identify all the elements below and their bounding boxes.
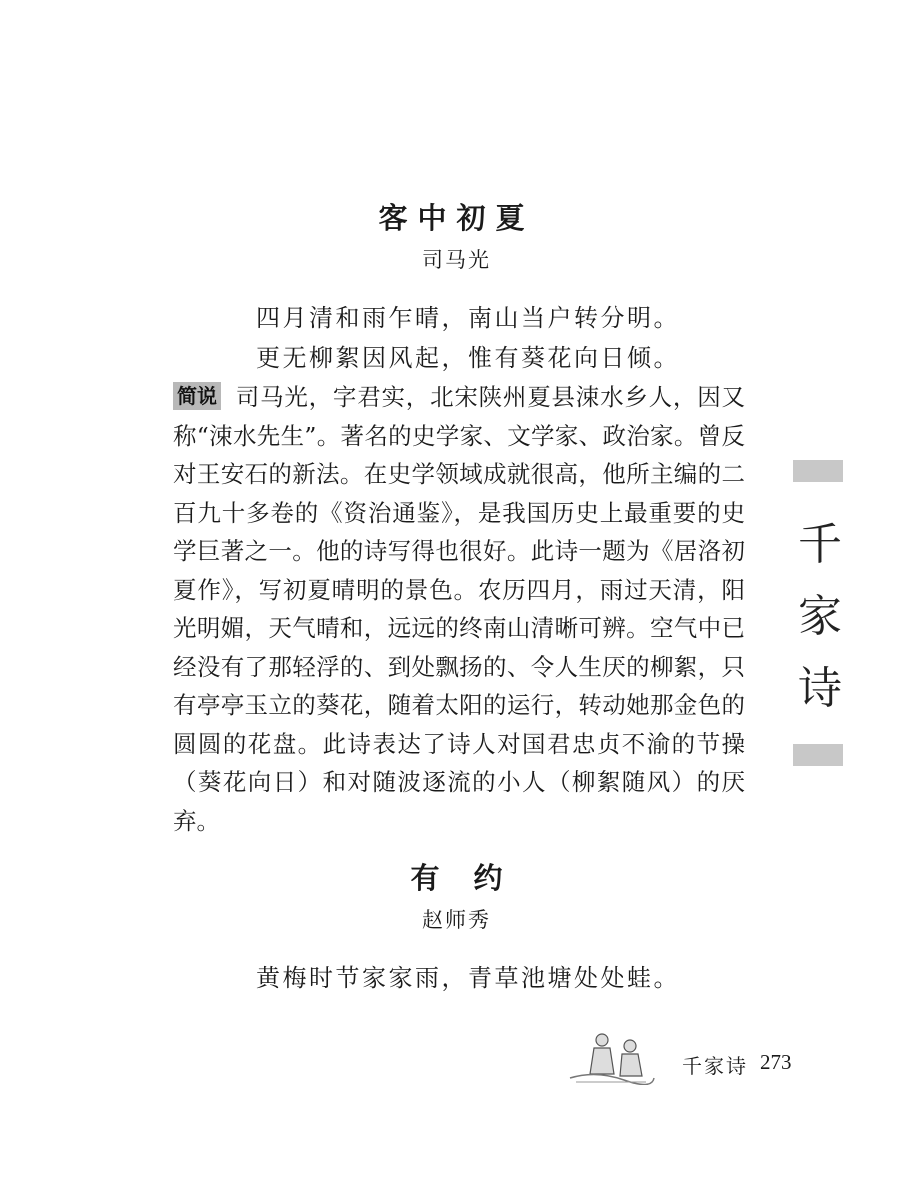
page-number: 273 [760, 1050, 792, 1074]
commentary-tag: 简说 [173, 382, 221, 410]
commentary [173, 378, 745, 840]
footer-book-title: 千家诗 [682, 1054, 748, 1078]
poem-title: 客中初夏 [378, 201, 535, 235]
poem-line: 更无柳絮因风起，惟有葵花向日倾。 [256, 344, 680, 372]
two-figures-illustration [566, 1030, 656, 1085]
side-tab-char: 诗 [798, 663, 842, 714]
tab-bar-bottom [793, 744, 843, 766]
poem-title: 有约 [410, 861, 537, 895]
poem-author: 司马光 [422, 248, 491, 272]
poem-line: 四月清和雨乍晴，南山当户转分明。 [256, 304, 680, 332]
poem-author: 赵师秀 [422, 908, 491, 932]
commentary-text: 司马光，字君实，北宋陕州夏县涑水乡人，因又称“涑水先生”。著名的史学家、文学家、政治家。曾反对王安石的新法。在史学领域成就很高，他所主编的二百九十多卷的《资治通鉴》，是我国历史上最重要的史学巨著之一。他的诗写得也很好。此诗一题为《居洛初夏作》，写初夏晴明的景色。农历四月，雨过天清，阳光明媚，天气晴和，远远的终南山清晰可辨。空气中已经没有了那轻浮的、到处飘扬的、令人生厌的柳絮，只有亭亭玉立的葵花，随着太阳的运行，转动她那金色的圆圆的花盘。此诗表达了诗人对国君忠贞不渝的节操（葵花向日）和对随波逐流的小人（柳絮随风）的厌弃。 [173, 383, 745, 835]
section-side-tab [793, 460, 843, 766]
side-tab-char: 千 [798, 519, 842, 570]
side-tab-char: 家 [798, 591, 842, 642]
tab-bar-top [793, 460, 843, 482]
poem-line: 黄梅时节家家雨，青草池塘处处蛙。 [256, 964, 680, 992]
